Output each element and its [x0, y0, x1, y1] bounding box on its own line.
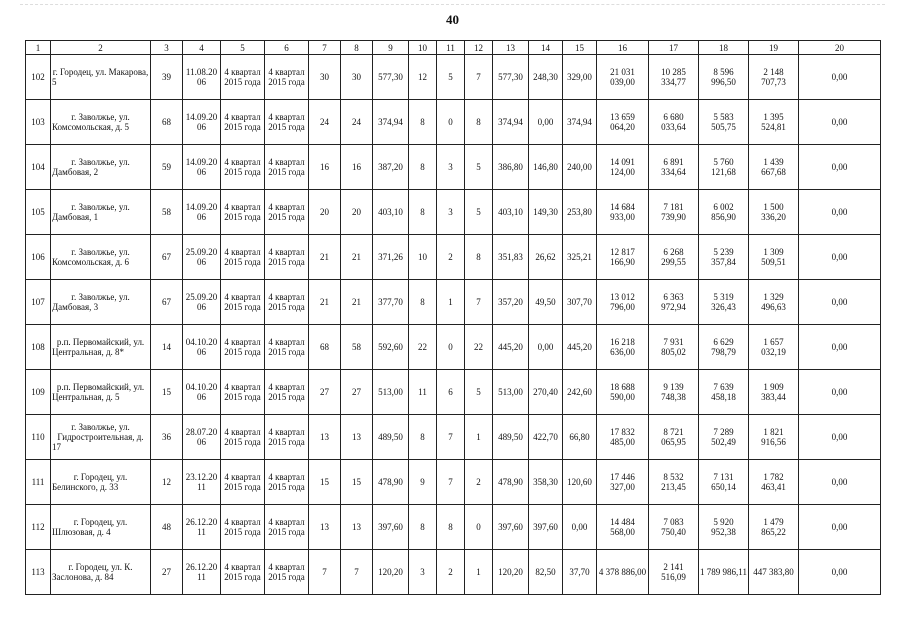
cell-flats-a: 6 [437, 370, 465, 415]
cell-local-share: 1 395 524,81 [749, 100, 799, 145]
cell-flats-a: 7 [437, 460, 465, 505]
column-number-13: 13 [493, 41, 529, 55]
cell-total-cost: 18 688 590,00 [597, 370, 649, 415]
column-number-2: 2 [51, 41, 151, 55]
cell-other: 0,00 [799, 280, 881, 325]
table-row [26, 325, 881, 370]
cell-region-share: 7 639 458,18 [699, 370, 749, 415]
cell-fund-share: 2 141 516,09 [649, 550, 699, 595]
cell-date: 28.07.2006 [183, 415, 221, 460]
cell-local-share: 2 148 707,73 [749, 55, 799, 100]
cell-area-total: 577,30 [493, 55, 529, 100]
cell-year-built: 67 [151, 235, 183, 280]
cell-address: г. Городец, ул. Шлюзовая, д. 4 [51, 505, 151, 550]
cell-quarter-end: 4 квартал 2015 года [265, 415, 309, 460]
table-row [26, 370, 881, 415]
cell-flats-a: 0 [437, 100, 465, 145]
cell-flats-b: 1 [465, 415, 493, 460]
cell-flats-a: 5 [437, 55, 465, 100]
column-number-12: 12 [465, 41, 493, 55]
cell-total-cost: 17 446 327,00 [597, 460, 649, 505]
cell-fund-share: 8 721 065,95 [649, 415, 699, 460]
cell-area-total: 513,00 [493, 370, 529, 415]
cell-flats: 22 [409, 325, 437, 370]
cell-residents-count: 27 [341, 370, 373, 415]
table-row [26, 280, 881, 325]
cell-area-b: 329,00 [563, 55, 597, 100]
cell-area-a: 248,30 [529, 55, 563, 100]
cell-other: 0,00 [799, 145, 881, 190]
cell-area-b: 240,00 [563, 145, 597, 190]
cell-total-area: 403,10 [373, 190, 409, 235]
cell-area-b: 307,70 [563, 280, 597, 325]
cell-fund-share: 7 083 750,40 [649, 505, 699, 550]
cell-residents-count: 21 [341, 235, 373, 280]
cell-year-built: 39 [151, 55, 183, 100]
cell-year-built: 12 [151, 460, 183, 505]
housing-register-table [25, 40, 881, 595]
cell-address: г. Городец, ул. Белинского, д. 33 [51, 460, 151, 505]
cell-address: г. Заволжье, ул. Дамбовая, 1 [51, 190, 151, 235]
cell-local-share: 1 500 336,20 [749, 190, 799, 235]
cell-total-area: 478,90 [373, 460, 409, 505]
cell-area-b: 253,80 [563, 190, 597, 235]
cell-region-share: 8 596 996,50 [699, 55, 749, 100]
cell-flats-b: 5 [465, 190, 493, 235]
table-row [26, 55, 881, 100]
cell-flats-b: 7 [465, 55, 493, 100]
cell-other: 0,00 [799, 100, 881, 145]
cell-residents: 24 [309, 100, 341, 145]
cell-total-area: 377,70 [373, 280, 409, 325]
cell-region-share: 7 131 650,14 [699, 460, 749, 505]
cell-total-area: 371,26 [373, 235, 409, 280]
cell-residents: 27 [309, 370, 341, 415]
table-row [26, 460, 881, 505]
cell-area-total: 120,20 [493, 550, 529, 595]
cell-row-number: 102 [26, 55, 51, 100]
cell-quarter-start: 4 квартал 2015 года [221, 55, 265, 100]
cell-date: 26.12.2011 [183, 505, 221, 550]
cell-flats-b: 8 [465, 100, 493, 145]
cell-flats-b: 0 [465, 505, 493, 550]
cell-local-share: 1 657 032,19 [749, 325, 799, 370]
column-number-16: 16 [597, 41, 649, 55]
cell-quarter-end: 4 квартал 2015 года [265, 505, 309, 550]
cell-residents: 15 [309, 460, 341, 505]
cell-flats: 8 [409, 280, 437, 325]
cell-area-b: 242,60 [563, 370, 597, 415]
cell-area-a: 26,62 [529, 235, 563, 280]
cell-quarter-end: 4 квартал 2015 года [265, 145, 309, 190]
cell-total-cost: 4 378 886,00 [597, 550, 649, 595]
cell-address: г. Городец, ул. Макарова, 5 [51, 55, 151, 100]
cell-quarter-end: 4 квартал 2015 года [265, 550, 309, 595]
cell-area-a: 0,00 [529, 325, 563, 370]
cell-fund-share: 6 680 033,64 [649, 100, 699, 145]
cell-row-number: 109 [26, 370, 51, 415]
table-row [26, 235, 881, 280]
cell-region-share: 5 760 121,68 [699, 145, 749, 190]
cell-year-built: 68 [151, 100, 183, 145]
cell-flats-b: 8 [465, 235, 493, 280]
cell-other: 0,00 [799, 325, 881, 370]
cell-area-total: 397,60 [493, 505, 529, 550]
cell-date: 14.09.2006 [183, 100, 221, 145]
cell-flats: 12 [409, 55, 437, 100]
cell-flats-a: 1 [437, 280, 465, 325]
cell-region-share: 5 583 505,75 [699, 100, 749, 145]
cell-local-share: 1 439 667,68 [749, 145, 799, 190]
cell-date: 14.09.2006 [183, 145, 221, 190]
cell-flats: 10 [409, 235, 437, 280]
column-number-11: 11 [437, 41, 465, 55]
cell-area-total: 351,83 [493, 235, 529, 280]
cell-quarter-end: 4 квартал 2015 года [265, 370, 309, 415]
cell-year-built: 67 [151, 280, 183, 325]
cell-area-b: 66,80 [563, 415, 597, 460]
cell-residents: 68 [309, 325, 341, 370]
cell-quarter-start: 4 квартал 2015 года [221, 370, 265, 415]
cell-flats-b: 22 [465, 325, 493, 370]
cell-row-number: 105 [26, 190, 51, 235]
cell-quarter-start: 4 квартал 2015 года [221, 235, 265, 280]
cell-area-b: 374,94 [563, 100, 597, 145]
cell-area-a: 397,60 [529, 505, 563, 550]
cell-residents-count: 30 [341, 55, 373, 100]
cell-area-total: 445,20 [493, 325, 529, 370]
column-number-10: 10 [409, 41, 437, 55]
cell-area-b: 120,60 [563, 460, 597, 505]
table-row [26, 190, 881, 235]
cell-row-number: 103 [26, 100, 51, 145]
cell-year-built: 59 [151, 145, 183, 190]
cell-date: 04.10.2006 [183, 370, 221, 415]
cell-flats-a: 3 [437, 145, 465, 190]
cell-year-built: 36 [151, 415, 183, 460]
cell-region-share: 7 289 502,49 [699, 415, 749, 460]
cell-flats: 8 [409, 415, 437, 460]
cell-residents: 21 [309, 280, 341, 325]
cell-quarter-end: 4 квартал 2015 года [265, 55, 309, 100]
cell-region-share: 6 002 856,90 [699, 190, 749, 235]
cell-flats-a: 2 [437, 235, 465, 280]
cell-residents-count: 7 [341, 550, 373, 595]
cell-address: г. Городец, ул. К. Заслонова, д. 84 [51, 550, 151, 595]
cell-area-a: 146,80 [529, 145, 563, 190]
cell-flats-a: 7 [437, 415, 465, 460]
cell-row-number: 106 [26, 235, 51, 280]
cell-area-a: 358,30 [529, 460, 563, 505]
column-number-1: 1 [26, 41, 51, 55]
cell-residents-count: 21 [341, 280, 373, 325]
cell-address: г. Заволжье, ул. Дамбовая, 3 [51, 280, 151, 325]
cell-quarter-start: 4 квартал 2015 года [221, 325, 265, 370]
cell-year-built: 27 [151, 550, 183, 595]
table-row [26, 550, 881, 595]
cell-flats-b: 1 [465, 550, 493, 595]
cell-residents: 21 [309, 235, 341, 280]
column-number-8: 8 [341, 41, 373, 55]
cell-local-share: 1 821 916,56 [749, 415, 799, 460]
cell-area-a: 49,50 [529, 280, 563, 325]
page-edge-line [20, 4, 885, 5]
cell-quarter-start: 4 квартал 2015 года [221, 100, 265, 145]
column-number-14: 14 [529, 41, 563, 55]
cell-flats: 8 [409, 100, 437, 145]
cell-quarter-end: 4 квартал 2015 года [265, 280, 309, 325]
cell-fund-share: 6 891 334,64 [649, 145, 699, 190]
cell-address: р.п. Первомайский, ул. Центральная, д. 5 [51, 370, 151, 415]
cell-local-share: 1 909 383,44 [749, 370, 799, 415]
cell-area-a: 149,30 [529, 190, 563, 235]
cell-date: 23.12.2011 [183, 460, 221, 505]
cell-flats-a: 0 [437, 325, 465, 370]
cell-address: р.п. Первомайский, ул. Центральная, д. 8* [51, 325, 151, 370]
cell-other: 0,00 [799, 460, 881, 505]
cell-total-cost: 13 012 796,00 [597, 280, 649, 325]
cell-area-a: 270,40 [529, 370, 563, 415]
cell-fund-share: 10 285 334,77 [649, 55, 699, 100]
cell-local-share: 1 782 463,41 [749, 460, 799, 505]
cell-quarter-start: 4 квартал 2015 года [221, 460, 265, 505]
cell-row-number: 104 [26, 145, 51, 190]
cell-quarter-end: 4 квартал 2015 года [265, 190, 309, 235]
cell-area-a: 82,50 [529, 550, 563, 595]
cell-region-share: 6 629 798,79 [699, 325, 749, 370]
cell-date: 04.10.2006 [183, 325, 221, 370]
column-number-4: 4 [183, 41, 221, 55]
cell-address: г. Заволжье, ул. Комсомольская, д. 6 [51, 235, 151, 280]
cell-area-b: 325,21 [563, 235, 597, 280]
cell-row-number: 111 [26, 460, 51, 505]
cell-quarter-start: 4 квартал 2015 года [221, 280, 265, 325]
table-row [26, 100, 881, 145]
cell-date: 25.09.2006 [183, 235, 221, 280]
cell-total-area: 120,20 [373, 550, 409, 595]
cell-flats: 9 [409, 460, 437, 505]
cell-total-cost: 12 817 166,90 [597, 235, 649, 280]
cell-residents: 16 [309, 145, 341, 190]
cell-area-b: 37,70 [563, 550, 597, 595]
cell-year-built: 58 [151, 190, 183, 235]
cell-date: 26.12.2011 [183, 550, 221, 595]
cell-fund-share: 9 139 748,38 [649, 370, 699, 415]
cell-row-number: 108 [26, 325, 51, 370]
table-row [26, 145, 881, 190]
cell-region-share: 1 789 986,11 [699, 550, 749, 595]
cell-residents: 20 [309, 190, 341, 235]
cell-quarter-start: 4 квартал 2015 года [221, 190, 265, 235]
cell-total-area: 387,20 [373, 145, 409, 190]
cell-total-area: 374,94 [373, 100, 409, 145]
table-row [26, 415, 881, 460]
cell-local-share: 1 309 509,51 [749, 235, 799, 280]
cell-flats-b: 5 [465, 370, 493, 415]
cell-quarter-end: 4 квартал 2015 года [265, 235, 309, 280]
cell-residents: 30 [309, 55, 341, 100]
cell-quarter-start: 4 квартал 2015 года [221, 415, 265, 460]
cell-region-share: 5 239 357,84 [699, 235, 749, 280]
cell-row-number: 107 [26, 280, 51, 325]
cell-region-share: 5 920 952,38 [699, 505, 749, 550]
cell-area-b: 445,20 [563, 325, 597, 370]
cell-other: 0,00 [799, 370, 881, 415]
cell-residents-count: 16 [341, 145, 373, 190]
cell-area-total: 374,94 [493, 100, 529, 145]
column-number-20: 20 [799, 41, 881, 55]
cell-total-cost: 16 218 636,00 [597, 325, 649, 370]
cell-area-total: 357,20 [493, 280, 529, 325]
cell-total-cost: 21 031 039,00 [597, 55, 649, 100]
cell-residents-count: 20 [341, 190, 373, 235]
cell-fund-share: 6 363 972,94 [649, 280, 699, 325]
cell-fund-share: 6 268 299,55 [649, 235, 699, 280]
cell-other: 0,00 [799, 415, 881, 460]
cell-quarter-start: 4 квартал 2015 года [221, 145, 265, 190]
cell-residents-count: 58 [341, 325, 373, 370]
cell-total-cost: 14 091 124,00 [597, 145, 649, 190]
cell-area-total: 478,90 [493, 460, 529, 505]
cell-quarter-start: 4 квартал 2015 года [221, 505, 265, 550]
cell-quarter-start: 4 квартал 2015 года [221, 550, 265, 595]
cell-quarter-end: 4 квартал 2015 года [265, 460, 309, 505]
cell-row-number: 113 [26, 550, 51, 595]
cell-year-built: 15 [151, 370, 183, 415]
column-number-9: 9 [373, 41, 409, 55]
cell-residents-count: 24 [341, 100, 373, 145]
cell-residents-count: 13 [341, 505, 373, 550]
cell-flats-a: 8 [437, 505, 465, 550]
cell-other: 0,00 [799, 55, 881, 100]
cell-flats-b: 7 [465, 280, 493, 325]
cell-fund-share: 7 181 739,90 [649, 190, 699, 235]
cell-region-share: 5 319 326,43 [699, 280, 749, 325]
cell-flats-a: 3 [437, 190, 465, 235]
column-number-18: 18 [699, 41, 749, 55]
cell-flats: 8 [409, 505, 437, 550]
column-number-6: 6 [265, 41, 309, 55]
cell-fund-share: 8 532 213,45 [649, 460, 699, 505]
cell-area-total: 403,10 [493, 190, 529, 235]
cell-residents-count: 13 [341, 415, 373, 460]
cell-address: г. Заволжье, ул. Комсомольская, д. 5 [51, 100, 151, 145]
cell-flats-a: 2 [437, 550, 465, 595]
cell-flats-b: 5 [465, 145, 493, 190]
table-row [26, 505, 881, 550]
cell-row-number: 112 [26, 505, 51, 550]
cell-flats: 3 [409, 550, 437, 595]
cell-date: 25.09.2006 [183, 280, 221, 325]
cell-residents-count: 15 [341, 460, 373, 505]
cell-area-a: 0,00 [529, 100, 563, 145]
cell-row-number: 110 [26, 415, 51, 460]
cell-flats: 8 [409, 145, 437, 190]
cell-total-area: 577,30 [373, 55, 409, 100]
column-number-5: 5 [221, 41, 265, 55]
cell-total-cost: 14 684 933,00 [597, 190, 649, 235]
page-number: 40 [446, 12, 459, 27]
cell-quarter-end: 4 квартал 2015 года [265, 325, 309, 370]
cell-address: г. Заволжье, ул. Гидростроительная, д. 17 [51, 415, 151, 460]
column-number-19: 19 [749, 41, 799, 55]
cell-area-b: 0,00 [563, 505, 597, 550]
cell-year-built: 48 [151, 505, 183, 550]
cell-total-cost: 14 484 568,00 [597, 505, 649, 550]
cell-local-share: 1 329 496,63 [749, 280, 799, 325]
cell-date: 14.09.2006 [183, 190, 221, 235]
cell-residents: 13 [309, 505, 341, 550]
cell-local-share: 1 479 865,22 [749, 505, 799, 550]
cell-residents: 7 [309, 550, 341, 595]
column-number-7: 7 [309, 41, 341, 55]
cell-other: 0,00 [799, 190, 881, 235]
cell-total-area: 397,60 [373, 505, 409, 550]
cell-other: 0,00 [799, 550, 881, 595]
column-number-17: 17 [649, 41, 699, 55]
cell-area-total: 489,50 [493, 415, 529, 460]
cell-total-area: 592,60 [373, 325, 409, 370]
cell-local-share: 447 383,80 [749, 550, 799, 595]
cell-date: 11.08.2006 [183, 55, 221, 100]
column-number-3: 3 [151, 41, 183, 55]
cell-area-a: 422,70 [529, 415, 563, 460]
column-number-15: 15 [563, 41, 597, 55]
cell-total-cost: 13 659 064,20 [597, 100, 649, 145]
cell-other: 0,00 [799, 235, 881, 280]
cell-residents: 13 [309, 415, 341, 460]
cell-total-area: 513,00 [373, 370, 409, 415]
cell-address: г. Заволжье, ул. Дамбовая, 2 [51, 145, 151, 190]
cell-year-built: 14 [151, 325, 183, 370]
header-row [26, 41, 881, 55]
cell-area-total: 386,80 [493, 145, 529, 190]
cell-flats: 8 [409, 190, 437, 235]
cell-other: 0,00 [799, 505, 881, 550]
cell-quarter-end: 4 квартал 2015 года [265, 100, 309, 145]
cell-flats-b: 2 [465, 460, 493, 505]
cell-fund-share: 7 931 805,02 [649, 325, 699, 370]
cell-total-cost: 17 832 485,00 [597, 415, 649, 460]
cell-total-area: 489,50 [373, 415, 409, 460]
cell-flats: 11 [409, 370, 437, 415]
